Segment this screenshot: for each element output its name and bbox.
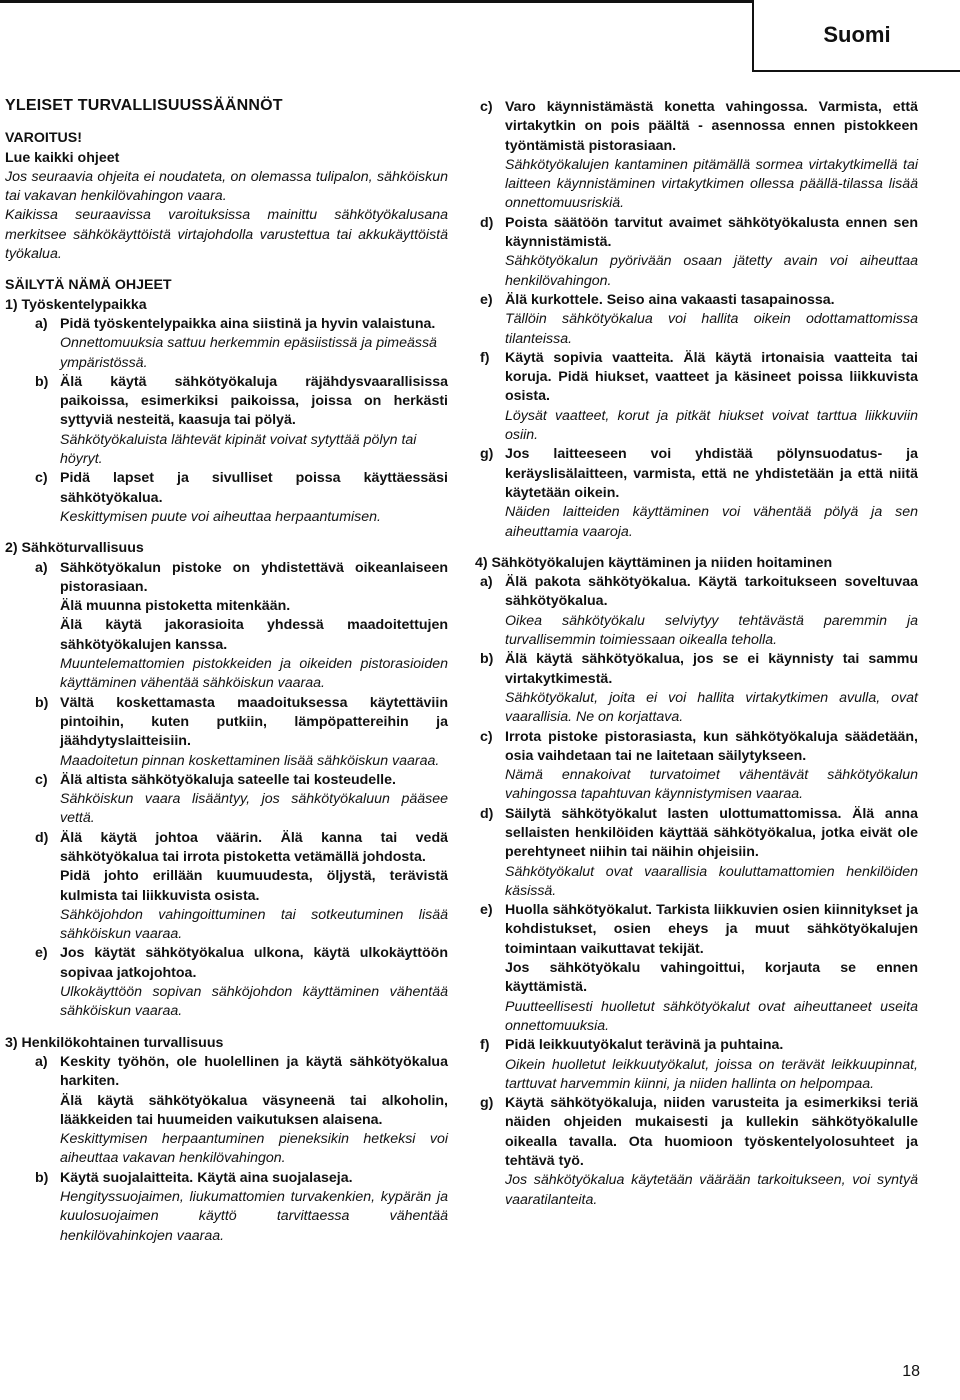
item-3a [35,1053,448,1169]
item-label: d) [480,214,494,231]
item-text: Jos käytät sähkötyökalua ulkona, käytä ulkokäyttöön sopivaa jatkojohtoa. [60,945,448,981]
item-1c [35,469,448,527]
item-text: Älä käytä sähkötyökalua, jos se ei käynnisty tai sammu virtakytkimestä. [505,651,918,687]
item-3e [480,291,918,349]
item-2d [35,829,448,945]
item-note: Sähkötyökalut ovat vaarallisia kouluttamattomien henkilöiden käsissä. [505,863,918,899]
item-text: Älä käytä sähkötyökalua väsyneenä tai alkoholin, lääkkeiden tai huumeiden vaikutuksen alaisena. [60,1092,448,1128]
item-label: c) [480,99,493,115]
item-text: Poista säätöön tarvitut avaimet sähkötyökalusta ennen sen käynnistämistä. [505,214,918,251]
item-label: c) [35,771,48,788]
item-text: Älä käytä johtoa väärin. Älä kanna tai vedä sähkötyökalua tai irrota pistoketta vetämällä johdosta. [60,829,448,865]
item-note: Sähkötyökaluista lähtevät kipinät voivat sytyttää pölyn tai höyryt. [60,431,417,468]
intro-warning: Jos seuraavia ohjeita ei noudateta, on olemassa tulipalon, sähköiskun tai vakavan henkilövahingon vaara. [5,168,448,205]
item-4g [480,1094,918,1210]
item-note: Sähköjohdon vahingoittuminen tai sotkeutuminen lisää sähköiskun vaaraa. [60,906,448,943]
item-2b [35,694,448,771]
right-column [475,98,918,1210]
page-number: 18 [902,1363,920,1380]
item-2a [35,559,448,694]
item-note: Oikein huolletut leikkuutyökalut, joissa on terävät leikkuupinnat, tarttuvat harvemmin kiinni, ja niiden hallinta on helpompaa. [505,1056,918,1092]
item-text: Pidä leikkuutyökalut terävinä ja puhtaina. [505,1037,784,1054]
item-4a [480,573,918,650]
item-label: g) [480,446,494,463]
item-text: Älä pakota sähkötyökalua. Käytä tarkoitukseen soveltuvaa sähkötyökalua. [505,574,918,610]
item-note: Löysät vaatteet, korut ja pitkät hiukset voivat tarttua liikkuviin osiin. [505,407,918,444]
item-text: Jos laitteeseen voi yhdistää pölynsuodatus- ja keräyslisälaitteen, varmista, että ne yhdistetään ja että niitä käytetään oikein. [505,446,918,501]
item-text: Pidä työskentelypaikka aina siistinä ja hyvin valaistuna. [60,315,436,332]
item-4f [480,1036,918,1094]
item-label: d) [480,805,494,822]
item-label: e) [480,902,493,919]
page-title: YLEISET TURVALLISUUSSÄÄNNÖT [5,97,283,114]
item-note: Keskittymisen puute voi aiheuttaa herpaantumisen. [60,508,381,525]
section-4-title: 4) Sähkötyökalujen käyttäminen ja niiden hoitaminen [475,554,833,571]
item-note: Sähkötyökalun pyörivään osaan jätetty avain voi aiheuttaa henkilövahingon. [505,253,918,289]
item-3c [480,98,918,214]
item-note: Onnettomuuksia sattuu herkemmin epäsiistissä ja pimeässä ympäristössä. [60,335,437,371]
item-note: Ulkokäyttöön sopivan sähköjohdon käyttäminen vähentää sähköiskun vaaraa. [60,984,448,1020]
item-4d [480,805,918,901]
item-note: Sähkötyökalut, joita ei voi hallita virtakytkimen avulla, ovat vaarallisia. Ne on korjattava. [505,689,918,726]
item-4c [480,728,918,805]
item-text: Älä altista sähkötyökaluja sateelle tai kosteudelle. [60,771,396,788]
top-rule [0,0,752,3]
item-2c [35,771,448,829]
item-text: Varo käynnistämästä konetta vahingossa. Varmista, että virtakytkin on pois päältä - asennossa ennen pistokkeen työntämistä pistorasiaan. [505,99,918,154]
item-note: Hengityssuojaimen, liukumattomien turvakenkien, kypärän ja kuulosuojaimen käyttö tarvittaessa vähentää henkilövahinkojen vaaraa. [60,1189,448,1244]
item-text: Pidä johto erillään kuumuudesta, öljystä, terävistä kulmista tai liikkuvista osista. [60,868,448,904]
intro-definition: Kaikissa seuraavissa varoituksissa mainittu sähkötyökalusana merkitsee sähkökäyttöistä virtajohdolla varustettua tai akkukäyttöistä työkalua. [5,207,448,263]
item-4e [480,901,918,1036]
item-text: Pidä lapset ja sivulliset poissa käyttäessäsi sähkötyökalua. [60,470,448,506]
item-label: c) [35,470,48,487]
item-note: Näiden laitteiden käyttäminen voi vähentää pölyä ja sen aiheuttamia vaaroja. [505,504,918,540]
item-1b [35,373,448,469]
item-label: c) [480,728,493,745]
section-3-title: 3) Henkilökohtainen turvallisuus [5,1034,224,1051]
section-1-title: 1) Työskentelypaikka [5,296,147,313]
item-label: b) [35,373,49,390]
item-label: e) [35,945,48,962]
item-text: Keskity työhön, ole huolellinen ja käytä sähkötyökalua harkiten. [60,1053,448,1090]
item-1a [35,315,448,373]
item-text: Vältä koskettamasta maadoituksessa käytettäviin pintoihin, kuten putkiin, lämpöpattereihin ja jäähdytyslaitteisiin. [60,694,448,750]
section-2-title: 2) Sähköturvallisuus [5,540,144,557]
item-label: a) [35,315,48,332]
item-label: b) [35,1169,49,1186]
item-3g [480,445,918,541]
item-label: d) [35,829,49,846]
item-label: g) [480,1095,494,1112]
item-text: Käytä sähkötyökaluja, niiden varusteita ja esimerkiksi teriä näiden ohjeiden mukaisesti ja kullekin sähkötyökalulle oikealla tavalla. Ota huomioon työskentelyolosuhteet ja tehtävä työ. [505,1095,918,1170]
read-all-instructions: Lue kaikki ohjeet [5,149,120,166]
keep-instructions: SÄILYTÄ NÄMÄ OHJEET [5,277,172,294]
item-note: Maadoitetun pinnan koskettaminen lisää sähköiskun vaaraa. [60,752,440,769]
item-label: a) [35,559,48,576]
item-text: Älä käytä jakorasioita yhdessä maadoitettujen sähkötyökalujen kanssa. [60,617,448,653]
item-note: Jos sähkötyökalua käytetään väärään tarkoitukseen, voi syntyä vaaratilanteita. [505,1172,918,1208]
item-2e [35,944,448,1021]
item-label: e) [480,291,493,308]
item-label: b) [480,651,494,668]
item-text: Säilytä sähkötyökalut lasten ulottumattomissa. Älä anna sellaisten henkilöiden käyttää sähkötyökalua, jotka eivät ole perehtyneet niihin tai näihin ohjeisiin. [505,805,918,861]
warning-label: VAROITUS! [5,130,82,147]
item-text: Huolla sähkötyökalut. Tarkista liikkuvien osien kiinnitykset ja kohdistukset, osien eheys ja muut sähkötyökalujen toimintaan vaikuttavat tekijät. [505,902,918,957]
item-label: a) [480,574,493,591]
item-label: b) [35,694,49,711]
item-text: Sähkötyökalun pistoke on yhdistettävä oikeanlaiseen pistorasiaan. [60,559,448,595]
item-text: Älä kurkottele. Seiso aina vakaasti tasapainossa. [505,291,835,308]
item-note: Sähköiskun vaara lisääntyy, jos sähkötyökaluun pääsee vettä. [60,791,448,827]
left-column [5,96,448,1246]
item-note: Keskittymisen herpaantuminen pieneksikin hetkeksi voi aiheuttaa vakavan henkilövahingon. [60,1131,448,1167]
item-label: a) [35,1053,48,1070]
item-note: Oikea sähkötyökalu selviytyy tehtävästä paremmin ja turvallisemmin toimiessaan oikealla teholla. [505,612,918,649]
item-note: Nämä ennakoivat turvatoimet vähentävät sähkötyökalun vahingossa tapahtuvan käynnistymisen vaaraa. [505,767,918,803]
item-label: f) [480,1037,490,1054]
item-3f [480,349,918,445]
item-label: f) [480,349,490,366]
item-text: Käytä suojalaitteita. Käytä aina suojalaseja. [60,1169,353,1186]
item-note: Tällöin sähkötyökalua voi hallita oikein odottamattomissa tilanteissa. [505,311,918,347]
item-text: Älä käytä sähkötyökaluja räjähdysvaarallisissa paikoissa, esimerkiksi paikoissa, joissa on herkästi syttyviä nesteitä, kaasuja tai pölyä. [60,373,448,429]
item-3d [480,214,918,291]
language-tab [752,0,960,72]
language-tab-label: Suomi [823,22,891,48]
item-3b [35,1169,448,1246]
item-text: Irrota pistoke pistorasiasta, kun sähkötyökaluja säädetään, osia vaihdetaan tai ne laitetaan säilytykseen. [505,728,918,764]
item-text: Käytä sopivia vaatteita. Älä käytä irtonaisia vaatteita tai koruja. Pidä hiukset, vaatteet ja käsineet poissa liikkuvista osista. [505,349,918,405]
item-4b [480,650,918,727]
item-text: Älä muunna pistoketta mitenkään. [60,598,291,615]
item-note: Sähkötyökalujen kantaminen pitämällä sormea virtakytkimellä tai laitteen käynnistäminen virtakytkimen ollessa päällä-tilassa lisää onnettomuusriskiä. [505,156,918,212]
item-text: Jos sähkötyökalu vahingoittui, korjauta se ennen käyttämistä. [505,960,918,996]
item-note: Muuntelemattomien pistokkeiden ja oikeiden pistorasioiden käyttäminen vähentää sähköiskun vaaraa. [60,656,448,692]
item-note: Puutteellisesti huolletut sähkötyökalut ovat aiheuttaneet useita onnettomuuksia. [505,998,918,1034]
